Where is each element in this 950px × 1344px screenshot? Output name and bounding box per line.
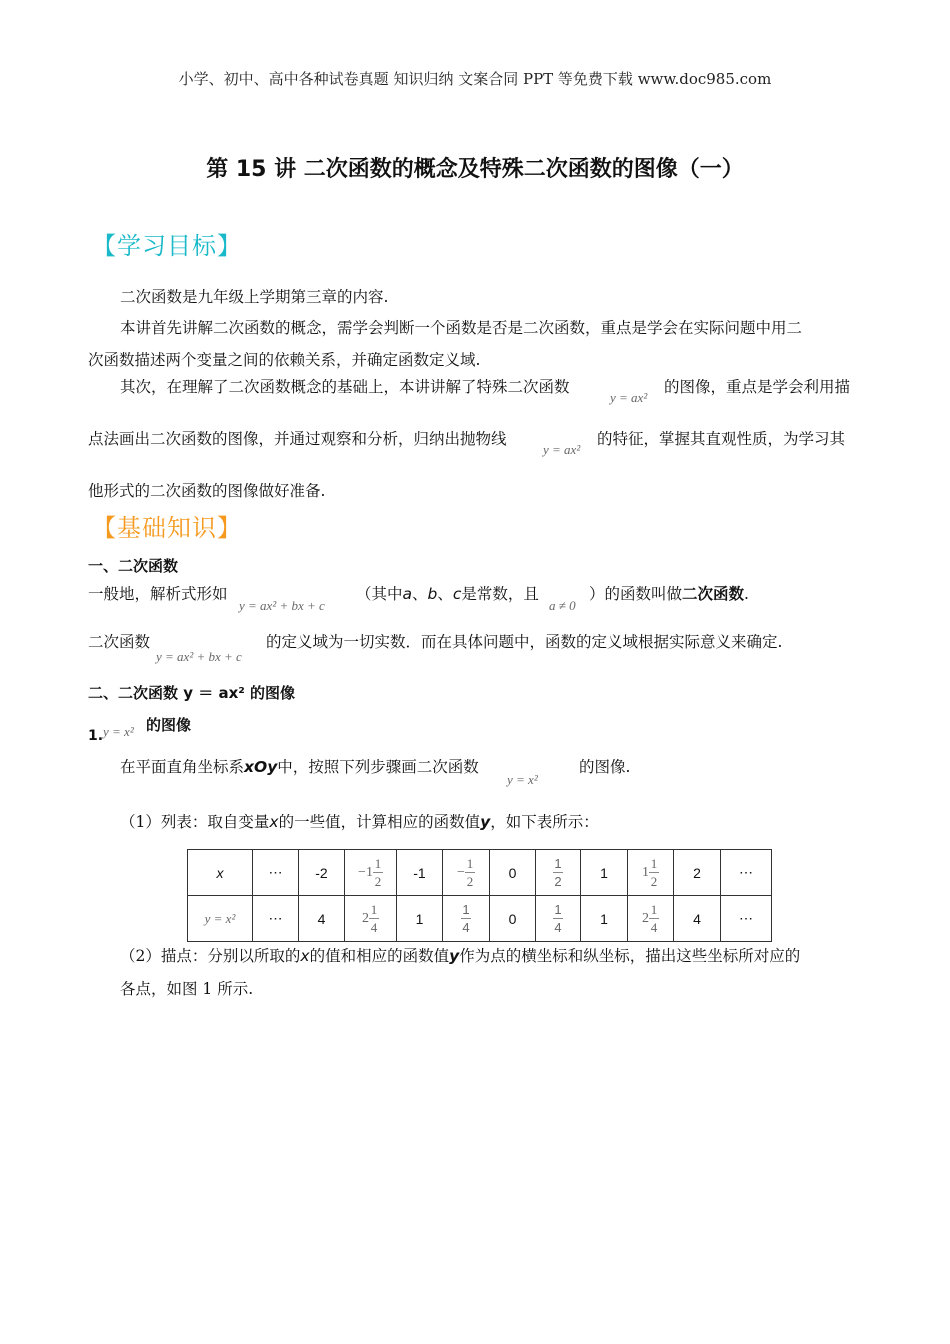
section-2-title: 二、二次函数 y ＝ ax² 的图像 (88, 684, 296, 702)
table-cell: 1 (397, 896, 443, 942)
table-cell: 1 (581, 850, 628, 896)
section-1-title: 一、二次函数 (88, 557, 179, 575)
formula-general-domain: y = ax² + bx + c (156, 649, 242, 664)
table-cell-frac: −1 $\frac{1}{2}$ (345, 850, 397, 896)
table-cell-frac: 2 $\frac{1}{4}$ (628, 896, 674, 942)
table-cell: ⋯ (721, 850, 772, 896)
table-cell: 4 (674, 896, 721, 942)
basics-heading: 【基础知识】 (92, 514, 242, 542)
formula-y-x2-plot: y = x² (507, 772, 538, 787)
formula-y-x2: y = x² (103, 724, 134, 739)
objectives-para-3c: 点法画出二次函数的图像，并通过观察和分析，归纳出抛物线 (88, 430, 507, 448)
objectives-heading: 【学习目标】 (92, 232, 242, 260)
table-cell: -1 (397, 850, 443, 896)
objectives-para-3e: 他形式的二次函数的图像做好准备. (88, 482, 326, 500)
objectives-para-3d: 的特征，掌握其直观性质，为学习其 (597, 430, 846, 448)
plot-instruction-end: 的图像. (579, 758, 631, 776)
table-cell: ⋯ (721, 896, 772, 942)
subsection-1-title: 的图像 (146, 716, 192, 734)
table-cell: 0 (490, 896, 536, 942)
table-cell: 2 (674, 850, 721, 896)
table-cell: -2 (299, 850, 345, 896)
table-cell-y-label: y = x² (188, 896, 253, 942)
definition-end: ）的函数叫做二次函数. (589, 585, 749, 603)
definition-lead: 一般地，解析式形如 (88, 585, 228, 603)
table-cell-frac: − $\frac{1}{2}$ (443, 850, 490, 896)
table-cell-frac: 1 $\frac{1}{2}$ (628, 850, 674, 896)
table-cell: 0 (490, 850, 536, 896)
formula-y-ax2: y = ax² (610, 390, 648, 405)
definition-middle: （其中a、b、c是常数，且 (356, 585, 539, 603)
formula-general: y = ax² + bx + c (239, 598, 325, 613)
plot-instruction: 在平面直角坐标系xOy中，按照下列步骤画二次函数 (120, 758, 479, 776)
table-cell-frac: $\frac{1}{2}$ (536, 850, 581, 896)
table-cell: 1 (581, 896, 628, 942)
table-cell: ⋯ (253, 850, 299, 896)
domain-text: 的定义域为一切实数．而在具体问题中，函数的定义域根据实际意义来确定. (266, 633, 783, 651)
objectives-para-3a: 其次，在理解了二次函数概念的基础上，本讲讲解了特殊二次函数 (120, 378, 570, 396)
table-row-y (188, 896, 772, 942)
table-cell-frac: 2 $\frac{1}{4}$ (345, 896, 397, 942)
table-cell: ⋯ (253, 896, 299, 942)
table-cell: 4 (299, 896, 345, 942)
step-2-text-line2: 各点，如图 1 所示. (120, 980, 254, 998)
objectives-para-1: 二次函数是九年级上学期第三章的内容. (120, 288, 389, 306)
step-1-text: （1）列表：取自变量x的一些值，计算相应的函数值y，如下表所示： (120, 813, 599, 831)
formula-a-not-zero: a ≠ 0 (549, 598, 576, 613)
table-cell-frac: $\frac{1}{4}$ (443, 896, 490, 942)
step-2-text-line1: （2）描点：分别以所取的x的值和相应的函数值y作为点的横坐标和纵坐标，描出这些坐标所对应的 (120, 947, 801, 965)
term-quadratic: 二次函数 (682, 585, 745, 603)
site-banner: 小学、初中、高中各种试卷真题 知识归纳 文案合同 PPT 等免费下载 www.doc985.com (178, 70, 772, 88)
domain-lead: 二次函数 (88, 633, 151, 651)
lesson-title: 第 15 讲 二次函数的概念及特殊二次函数的图像（一） (206, 157, 744, 182)
subsection-1-number: 1. (88, 728, 104, 744)
value-table (187, 849, 772, 942)
table-cell-x-label: x (188, 850, 253, 896)
table-row-x (188, 850, 772, 896)
objectives-para-3b: 的图像，重点是学会利用描 (664, 378, 851, 396)
table-cell-frac: $\frac{1}{4}$ (536, 896, 581, 942)
objectives-para-2a: 本讲首先讲解二次函数的概念，需学会判断一个函数是否是二次函数，重点是学会在实际问题中用二 (120, 319, 803, 337)
formula-y-ax2-parabola: y = ax² (543, 442, 581, 457)
objectives-para-2b: 次函数描述两个变量之间的依赖关系，并确定函数定义域. (88, 351, 481, 369)
